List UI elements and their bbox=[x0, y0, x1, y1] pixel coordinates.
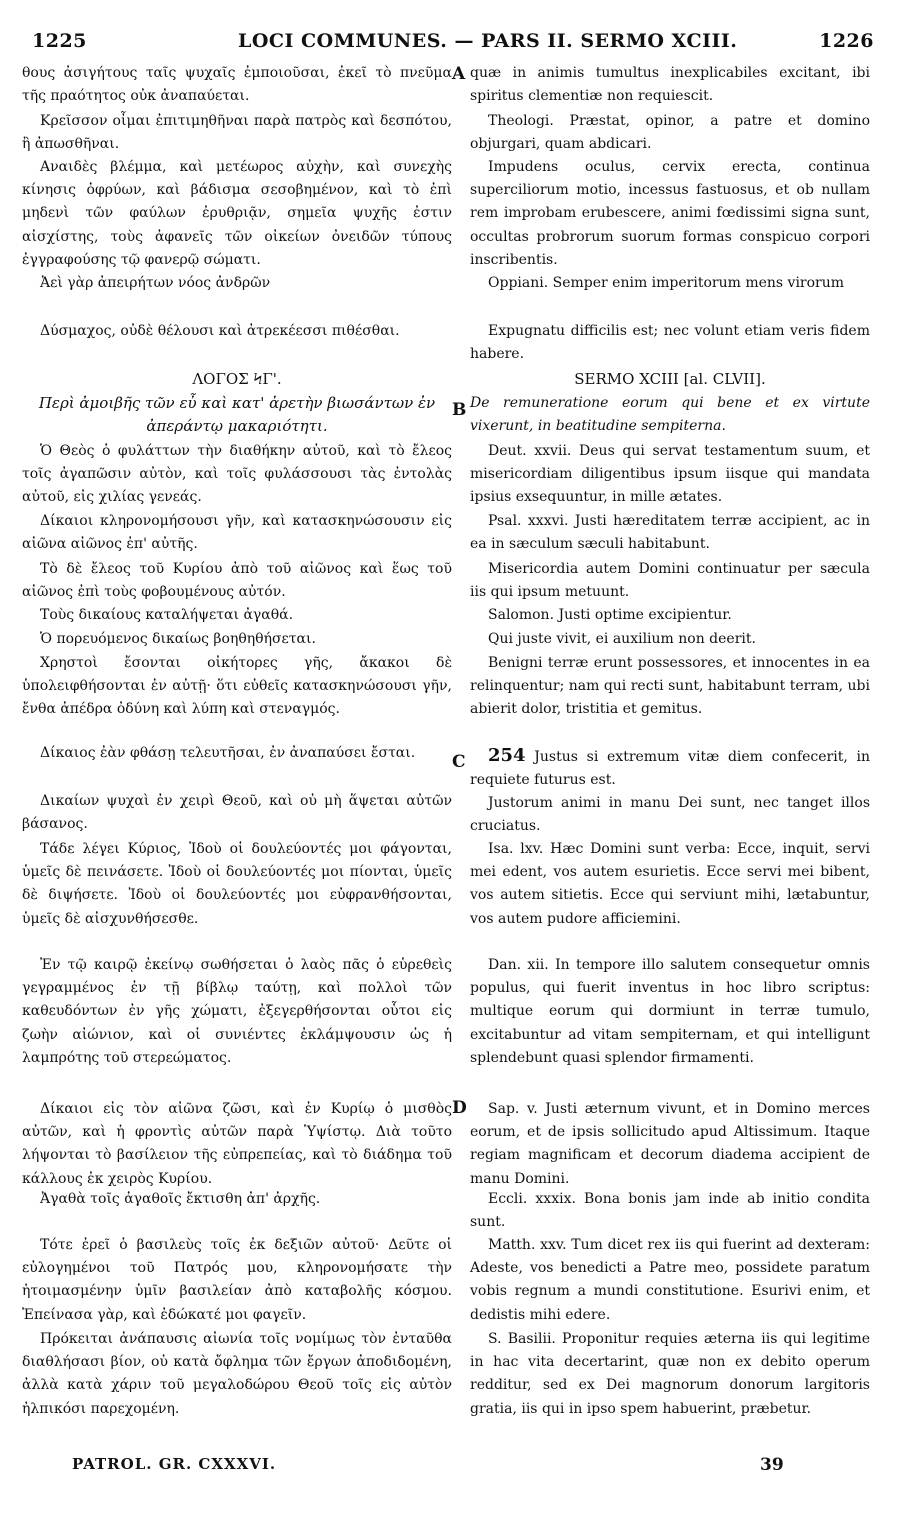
latin-paragraph: quæ in animis tumultus inexplicabiles excitant, ibi spiritus clementiæ non requiescit. bbox=[470, 65, 870, 105]
greek-paragraph: Ὁ πορευόμενος δικαίως βοηθηθήσεται. bbox=[40, 631, 316, 647]
greek-verse: Ἀεὶ γὰρ ἀπειρήτων νόος ἀνδρῶν bbox=[40, 275, 271, 291]
page-number-right: 1226 bbox=[819, 30, 874, 52]
greek-section-title: ΛΟΓΟΣ ϞΓ'. bbox=[192, 370, 282, 388]
margin-letter: D bbox=[452, 1098, 467, 1118]
footer-signature: PATROL. GR. CXXXVI. bbox=[72, 1455, 277, 1473]
latin-paragraph: Qui juste vivit, ei auxilium non deerit. bbox=[488, 631, 756, 647]
latin-paragraph: Impudens oculus, cervix erecta, continua superciliorum motio, incessus fastuosus, et ob nullam rem improbam erubescere, animi fœdissimi signa sunt, occultas probrorum suorum formas conspicuo corpori inscribentis. bbox=[470, 159, 870, 268]
latin-paragraph: Benigni terræ erunt possessores, et innocentes in ea relinquentur; nam qui recti sunt, habitabunt terram, ubi abierit dolor, tristitia et gemitus. bbox=[470, 655, 870, 718]
latin-verse: Expugnatu difficilis est; nec volunt etiam veris fidem habere. bbox=[470, 323, 870, 363]
greek-paragraph: θους ἀσιγήτους ταῖς ψυχαῖς ἐμποιοῦσαι, ἐκεῖ τὸ πνεῦμα τῆς πραότητος οὐκ ἀναπαύεται. bbox=[22, 65, 452, 105]
greek-paragraph: Δίκαιος ἐὰν φθάσῃ τελευτῆσαι, ἐν ἀναπαύσει ἔσται. bbox=[40, 745, 416, 761]
greek-paragraph: Πρόκειται ἀνάπαυσις αἰωνία τοῖς νομίμως τὸν ἐνταῦθα διαθλήσασι βίον, οὐ κατὰ ὄφλημα τῶν ἔργων ἀποδιδομένη, ἀλλὰ κατὰ χάριν τοῦ μεγαλοδώρου Θεοῦ τοῖς εἰς αὐτὸν ἠλπικόσι παρεχομένη. bbox=[22, 1331, 452, 1417]
latin-paragraph: Eccli. xxxix. Bona bonis jam inde ab initio condita sunt. bbox=[470, 1191, 870, 1231]
latin-paragraph: Deut. xxvii. Deus qui servat testamentum suum, et misericordiam diligentibus ipsum iisque qui mandata ipsius exsequuntur, in mille ætates. bbox=[470, 443, 870, 506]
latin-paragraph bbox=[470, 744, 870, 792]
latin-section-subtitle: De remuneratione eorum qui bene et ex virtute vixerunt, in beatitudine sempiterna. bbox=[470, 395, 870, 435]
greek-paragraph: Ὁ Θεὸς ὁ φυλάττων τὴν διαθήκην αὐτοῦ, καὶ τὸ ἔλεος τοῖς ἀγαπῶσιν αὐτὸν, καὶ τοῖς φυλάσσουσι τὰς ἐντολὰς αὐτοῦ, εἰς χιλίας γενεάς. bbox=[22, 443, 452, 506]
greek-paragraph: Χρηστοὶ ἔσονται οἰκήτορες γῆς, ἄκακοι δὲ ὑπολειφθήσονται ἐν αὐτῇ· ὅτι εὐθεῖς κατασκηνώσουσι γῆν, ἔνθα ἀπέδρα ὀδύνη καὶ λύπη καὶ στεναγμός. bbox=[22, 655, 452, 718]
latin-paragraph: Salomon. Justi optime excipientur. bbox=[488, 607, 732, 623]
page-number-left: 1225 bbox=[32, 30, 87, 52]
latin-paragraph: Sap. v. Justi æternum vivunt, et in Domino merces eorum, et de ipsis sollicitudo apud Altissimum. Itaque regiam magnificam et decorum diadema accipient de manu Domini. bbox=[470, 1101, 870, 1187]
latin-paragraph: Psal. xxxvi. Justi hæreditatem terræ accipient, ac in ea in sæculum sæculi habitabunt. bbox=[470, 513, 870, 553]
greek-paragraph: Τάδε λέγει Κύριος, Ἰδοὺ οἱ δουλεύοντές μοι φάγονται, ὑμεῖς δὲ πεινάσετε. Ἰδοὺ οἱ δουλεύοντές μοι πίονται, ὑμεῖς δὲ διψήσετε. Ἰδοὺ οἱ δουλεύοντές μοι εὐφρανθήσονται, ὑμεῖς δὲ αἰσχυνθήσεσθε. bbox=[22, 841, 452, 927]
latin-paragraph: Isa. lxv. Hæc Domini sunt verba: Ecce, inquit, servi mei edent, vos autem esurietis. Ecce servi mei bibent, vos autem sitietis. Ecce qui serviunt mihi, lætabuntur, vos autem pudore afficiemini. bbox=[470, 841, 870, 927]
latin-paragraph: Dan. xii. In tempore illo salutem consequetur omnis populus, qui fuerit inventus in hoc libro scriptus: multique eorum qui dormiunt in terræ tumulo, excitabuntur ad vitam sempiternam, et qui intelligunt splendebunt quasi splendor firmamenti. bbox=[470, 957, 870, 1066]
margin-letter: B bbox=[452, 400, 467, 420]
greek-paragraph: Τὸ δὲ ἔλεος τοῦ Κυρίου ἀπὸ τοῦ αἰῶνος καὶ ἕως τοῦ αἰῶνος ἐπὶ τοὺς φοβουμένους αὐτόν. bbox=[22, 561, 452, 601]
greek-paragraph: Δικαίων ψυχαὶ ἐν χειρὶ Θεοῦ, καὶ οὐ μὴ ἅψεται αὐτῶν βάσανος. bbox=[22, 793, 452, 833]
greek-paragraph: Ἐν τῷ καιρῷ ἐκείνῳ σωθήσεται ὁ λαὸς πᾶς ὁ εὑρεθεὶς γεγραμμένος ἐν τῇ βίβλῳ ταύτῃ, καὶ πολλοὶ τῶν καθευδόντων ἐν γῆς χώματι, ἐξεγερθήσονται οὗτοι εἰς ζωὴν αἰώνιον, καὶ οἱ συνιέντες ἐκλάμψουσιν ὡς ἡ λαμπρότης τοῦ στερεώματος. bbox=[22, 957, 452, 1066]
greek-verse: Δύσμαχος, οὐδὲ θέλουσι καὶ ἀτρεκέεσσι πιθέσθαι. bbox=[40, 323, 400, 339]
running-header bbox=[0, 30, 912, 58]
latin-verse: Oppiani. Semper enim imperitorum mens virorum bbox=[488, 275, 845, 291]
margin-letter: C bbox=[452, 752, 466, 772]
latin-paragraph: S. Basilii. Proponitur requies æterna iis qui legitime in hac vita decertarint, quæ non ex debito operum redditur, sed ex Dei magnorum donorum largitoris gratia, iis qui in ipso spem habuerint, præbetur. bbox=[470, 1331, 870, 1417]
greek-paragraph: Αναιδὲς βλέμμα, καὶ μετέωρος αὐχὴν, καὶ συνεχὴς κίνησις ὀφρύων, καὶ βάδισμα σεσοβημένον, καὶ τὸ ἐπὶ μηδενὶ τῶν φαύλων ἐρυθριᾷν, σημεῖα ψυχῆς ἐστιν αἰσχίστης, τοὺς ἀφανεῖς τῶν οἰκείων ὀνειδῶν τύπους ἐγγραφούσης τῷ φανερῷ σώματι. bbox=[22, 159, 452, 268]
margin-letter: A bbox=[452, 64, 466, 84]
greek-paragraph: Δίκαιοι εἰς τὸν αἰῶνα ζῶσι, καὶ ἐν Κυρίῳ ὁ μισθὸς αὐτῶν, καὶ ἡ φροντὶς αὐτῶν παρὰ Ὑψίστῳ. Διὰ τοῦτο λήψονται τὸ βασίλειον τῆς εὐπρεπείας, καὶ τὸ διάδημα τοῦ κάλλους ἐκ χειρὸς Κυρίου. bbox=[22, 1101, 452, 1187]
running-title: LOCI COMMUNES. — PARS II. SERMO XCIII. bbox=[238, 30, 738, 52]
greek-paragraph: Τοὺς δικαίους καταλήψεται ἀγαθά. bbox=[40, 607, 294, 623]
latin-paragraph: Justorum animi in manu Dei sunt, nec tanget illos cruciatus. bbox=[470, 795, 870, 835]
latin-section-title: SERMO XCIII [al. CLVII]. bbox=[574, 370, 766, 388]
greek-paragraph: Ἀγαθὰ τοῖς ἀγαθοῖς ἔκτισθη ἀπ' ἀρχῆς. bbox=[40, 1191, 321, 1207]
greek-paragraph: Κρεῖσσον οἶμαι ἐπιτιμηθῆναι παρὰ πατρὸς καὶ δεσπότου, ἢ ἀπωσθῆναι. bbox=[22, 113, 452, 153]
greek-paragraph: Τότε ἐρεῖ ὁ βασιλεὺς τοῖς ἐκ δεξιῶν αὐτοῦ· Δεῦτε οἱ εὐλογημένοι τοῦ Πατρός μου, κληρονομήσατε τὴν ἡτοιμασμένην ὑμῖν βασιλείαν ἀπὸ καταβολῆς κόσμου. Ἐπείνασα γὰρ, καὶ ἐδώκατέ μοι φαγεῖν. bbox=[22, 1237, 452, 1323]
column-number: 254 bbox=[488, 745, 526, 766]
greek-paragraph: Δίκαιοι κληρονομήσουσι γῆν, καὶ κατασκηνώσουσιν εἰς αἰῶνα αἰῶνος ἐπ' αὐτῆς. bbox=[22, 513, 452, 553]
latin-paragraph: Misericordia autem Domini continuatur per sæcula iis qui ipsum metuunt. bbox=[470, 561, 870, 601]
latin-paragraph-text: Justus si extremum vitæ diem confecerit, in requiete futurus est. bbox=[470, 749, 870, 789]
latin-paragraph: Theologi. Præstat, opinor, a patre et domino objurgari, quam abdicari. bbox=[470, 113, 870, 153]
latin-paragraph: Matth. xxv. Tum dicet rex iis qui fuerint ad dexteram: Adeste, vos benedicti a Patre meo, possidete paratum vobis regnum a mundi constitutione. Esurivi enim, et dedistis mihi edere. bbox=[470, 1237, 870, 1323]
greek-section-subtitle: Περὶ ἀμοιβῆς τῶν εὖ καὶ κατ' ἀρετὴν βιωσάντων ἐν ἀπεράντῳ μακαριότητι. bbox=[38, 394, 436, 436]
footer-number: 39 bbox=[760, 1455, 784, 1475]
